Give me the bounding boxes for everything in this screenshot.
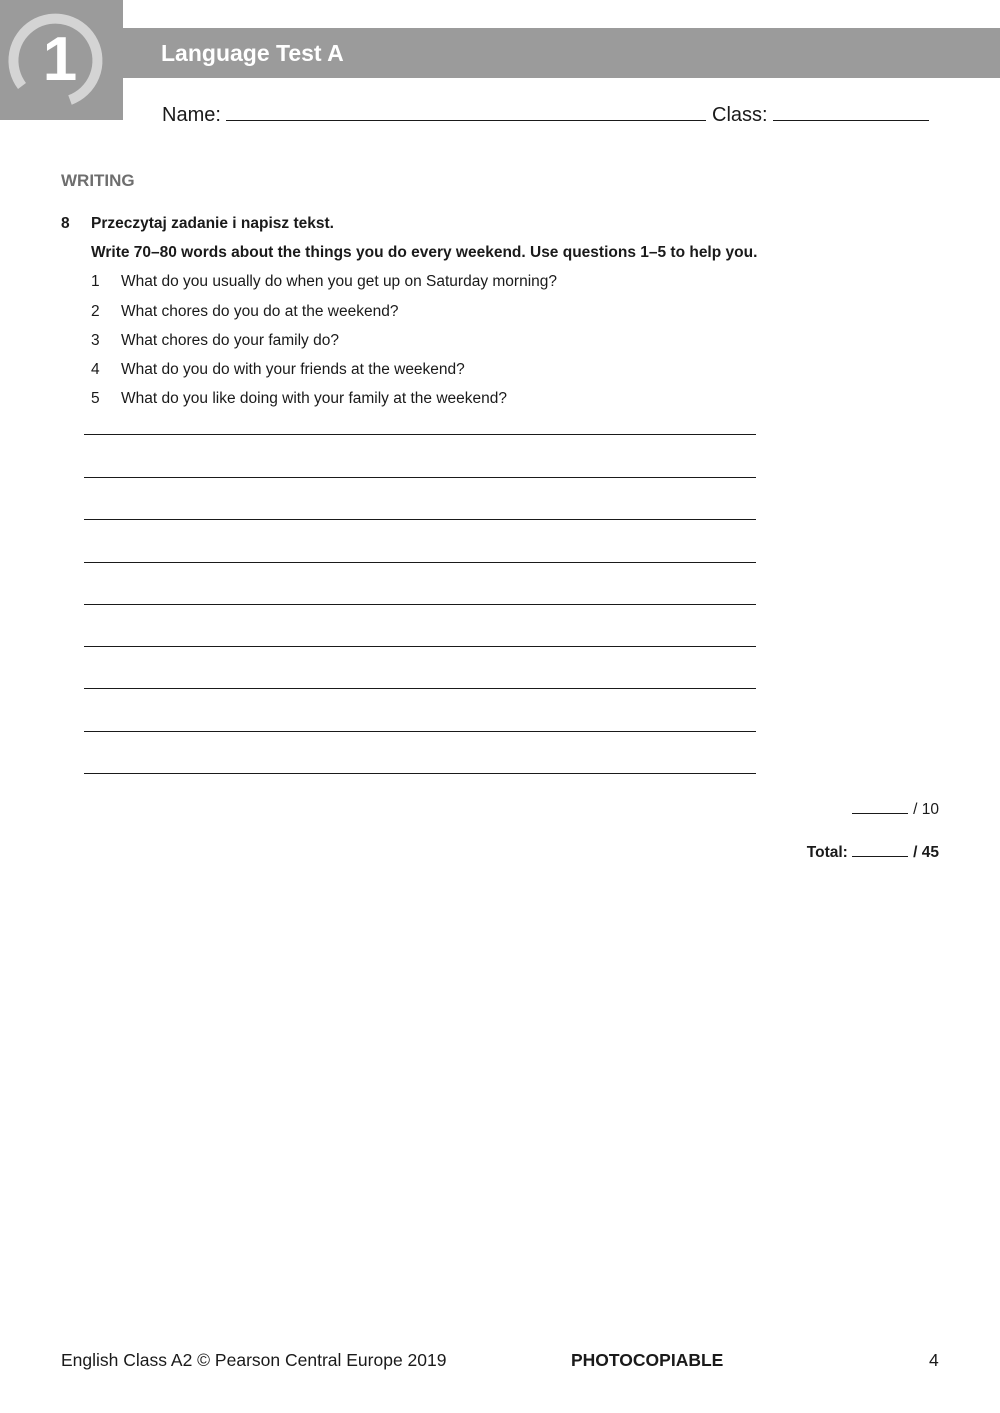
question-text: What do you do with your friends at the weekend? — [121, 361, 465, 378]
total-label: Total: — [806, 844, 848, 861]
answer-line[interactable] — [84, 477, 756, 478]
answer-line[interactable] — [84, 519, 756, 520]
answer-line[interactable] — [84, 434, 756, 435]
page-title: Language Test A — [161, 40, 344, 66]
question-number: 5 — [91, 390, 100, 407]
question-number: 3 — [91, 332, 100, 349]
question-number: 1 — [91, 273, 100, 290]
total-score-max: / 45 — [913, 844, 939, 861]
unit-badge — [0, 0, 123, 120]
task-instruction-en: Write 70–80 words about the things you do every weekend. Use questions 1–5 to help you. — [91, 244, 758, 261]
task-instruction-pl: Przeczytaj zadanie i napisz tekst. — [91, 215, 334, 232]
total-score — [807, 842, 939, 862]
question-text: What do you like doing with your family at the weekend? — [121, 390, 507, 407]
question-text: What chores do you do at the weekend? — [121, 303, 399, 320]
header-bar — [123, 28, 1000, 78]
class-field[interactable] — [773, 100, 929, 121]
task-score-max: / 10 — [913, 801, 939, 818]
task-score-field[interactable] — [852, 799, 908, 814]
question-text: What chores do your family do? — [121, 332, 339, 349]
task-number: 8 — [61, 215, 70, 232]
question-text: What do you usually do when you get up on Saturday morning? — [121, 273, 557, 290]
name-label: Name: — [162, 104, 221, 126]
answer-line[interactable] — [84, 773, 756, 774]
unit-ring-icon — [0, 0, 123, 120]
total-score-field[interactable] — [852, 842, 908, 857]
answer-line[interactable] — [84, 646, 756, 647]
answer-line[interactable] — [84, 604, 756, 605]
page-number: 4 — [929, 1350, 939, 1370]
question-number: 4 — [91, 361, 100, 378]
name-field[interactable] — [226, 100, 706, 121]
footer-photocopiable: PHOTOCOPIABLE — [571, 1350, 724, 1370]
class-label: Class: — [712, 104, 768, 126]
question-number: 2 — [91, 303, 100, 320]
footer-copyright: English Class A2 © Pearson Central Europe 2019 — [61, 1350, 447, 1370]
unit-number: 1 — [42, 25, 78, 94]
task-score — [852, 799, 939, 819]
section-heading: WRITING — [61, 171, 135, 190]
answer-line[interactable] — [84, 688, 756, 689]
student-info-line — [162, 100, 929, 127]
answer-line[interactable] — [84, 731, 756, 732]
answer-line[interactable] — [84, 562, 756, 563]
